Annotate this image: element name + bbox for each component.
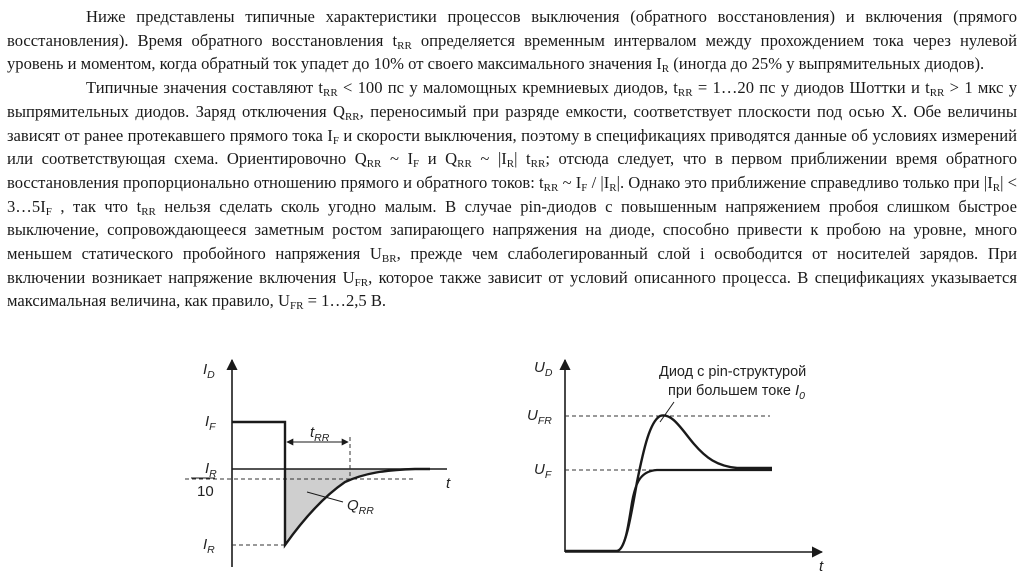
note-line-2: при большем токе $I_0$	[668, 382, 805, 402]
body-text	[7, 5, 1017, 313]
subscript: R	[661, 63, 670, 76]
subscript: F	[332, 134, 339, 147]
reverse-recovery-figure	[185, 352, 475, 574]
subscript: R	[506, 158, 515, 171]
subscript: FR	[289, 300, 304, 313]
subscript: FR	[354, 276, 369, 289]
y-axis-label: $I_D$	[203, 361, 215, 381]
subscript: F	[45, 205, 52, 218]
subscript: RR	[457, 158, 472, 171]
t-axis-label: t	[446, 475, 451, 492]
trr-label: $t_{RR}$	[310, 424, 330, 444]
subscript: F	[413, 158, 420, 171]
subscript: R	[992, 181, 1001, 194]
subscript: RR	[366, 158, 382, 171]
subscript: BR	[381, 253, 397, 266]
uf-label: $U_F$	[534, 461, 552, 481]
if-label: $I_F$	[205, 413, 216, 433]
subscript: RR	[929, 87, 945, 100]
subscript: RR	[141, 205, 156, 218]
subscript: F	[581, 181, 588, 194]
qrr-label: $Q_{RR}$	[347, 497, 374, 517]
t-axis-label: t	[819, 558, 824, 574]
ir-over-10-label: $I_R$	[205, 460, 217, 480]
subscript: RR	[677, 87, 693, 100]
subscript: RR	[344, 110, 360, 123]
ten-label: 10	[197, 483, 214, 500]
paragraph-2: Типичные значения составляют $t_{RR} < 100$ пс у маломощных кремниевых диодов, $t_{RR}$ = 1…20 пс у диодов Шоттки и $t_{RR} > 1$ мкс у выпрямительных диодов. Заряд отключения $Q_{RR}$, переносимый при разряде емкости, соответствует плоскости под осью X. Обе величины зависят от ранее протекавшего прямого тока $I_F$ и скорости выключения, поэтому в спецификациях приводятся данные об условиях измерений или соответствующая схема. Ориентировочно $Q_{RR}$ ~ $I_F$ и $Q_{RR}$ ~ $|I_R|$ $t_{RR}$; отсюда следует, что в первом приближении время обратного восстановления пропорционально отношению прямого и обратного токов: $t_{RR}$ ~ $I_F / |I_R|$. Однако это приближение справедливо только при $|I_R|$ < $3\dots 5I_F$ , так что $t_{RR}$ нельзя сделать сколь угодно малым. В случае pin-диодов с повышенным напряжением пробоя слишком быстрое выключение, сопровождающееся заметным ростом запирающего напряжения на диоде, способно привести к пробою на уровне, много меньшем статического пробойного напряжения $U_{BR}$, прежде чем слаболегированный слой i освободится от носителей зарядов. При включении возникает напряжение включения $U_{FR}$, которое также зависит от условий описанного процесса. В спецификациях указывается максимальная величина, как правило, $U_{FR}$ = 1…2,5 В.	[7, 78, 1018, 313]
forward-recovery-figure	[522, 352, 842, 574]
subscript: RR	[543, 181, 559, 194]
normal-curve	[617, 470, 772, 551]
paragraph-1: Ниже представлены типичные характеристики процессов выключения (обратного восстановления) и включения (прямого восстановления). Время обратного восстановления $t_{RR}$ определяется временным интервалом между прохождением тока через нулевой уровень и моментом, когда обратный ток упадет до 10% от своего максимального значения $I_R$ (иногда до 25% у выпрямительных диодов).	[7, 7, 1018, 76]
subscript: R	[609, 181, 617, 194]
subscript: RR	[530, 158, 546, 171]
subscript: RR	[397, 39, 412, 52]
ufr-label: $U_{FR}$	[527, 407, 552, 427]
ir-label: $I_R$	[203, 536, 215, 556]
note-line-1: Диод с pin-структурой	[659, 364, 807, 380]
subscript: RR	[323, 87, 338, 100]
y-axis-label: $U_D$	[534, 359, 553, 379]
overshoot-curve	[565, 415, 772, 551]
